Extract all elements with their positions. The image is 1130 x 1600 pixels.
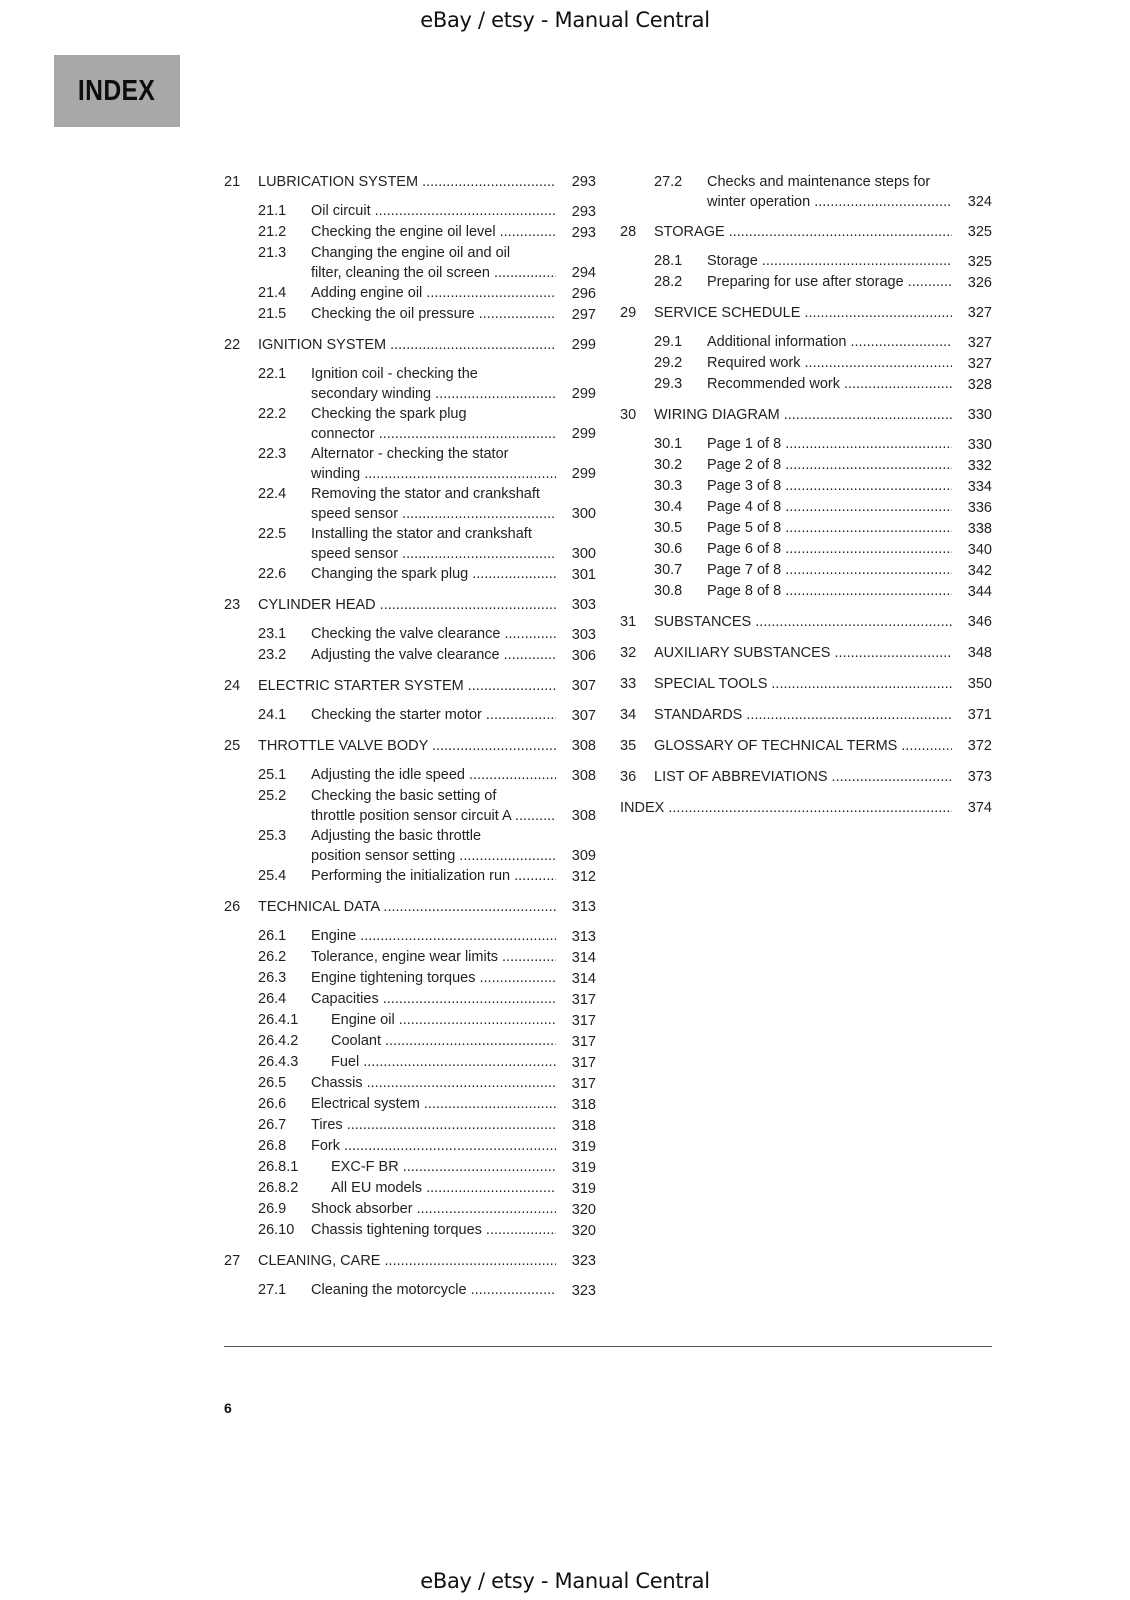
section-title: Page 2 of 8 ..... [707,455,952,475]
section-title: Checking the valve clearance ..... [311,624,556,644]
section-number: 22.2 [258,406,287,422]
page-ref: 319 [571,1139,596,1155]
page-ref: 317 [571,1076,596,1092]
page-ref: 330 [967,407,992,423]
chapter-number: 32 [620,645,637,661]
page-ref: 314 [571,950,596,966]
section-title: Oil circuit ..... [311,201,556,221]
section-number: 27.2 [654,174,683,190]
page-ref: 330 [967,437,992,453]
section-title: Additional information ..... [707,332,952,352]
toc-section-entry[interactable] [224,926,596,947]
toc-chapter-entry[interactable] [224,736,596,757]
page-ref: 346 [967,614,992,630]
section-number: 26.10 [258,1222,295,1238]
toc-section-entry[interactable] [224,484,596,524]
toc-section-entry[interactable] [620,476,992,497]
section-title-line1: Removing the stator and crankshaft [311,486,540,502]
section-title: Page 3 of 8 ..... [707,476,952,496]
section-number: 22.5 [258,526,287,542]
section-number: 22.6 [258,566,287,582]
chapter-title: GLOSSARY OF TECHNICAL TERMS ..... [654,736,952,757]
page-ref: 293 [571,174,596,190]
chapter-number: 22 [224,337,241,353]
header-watermark: eBay / etsy - Manual Central [420,8,710,32]
chapter-number: 23 [224,597,241,613]
section-number: 26.7 [258,1117,287,1133]
toc-chapter-entry[interactable] [224,335,596,356]
page-ref: 301 [571,567,596,583]
toc-chapter-entry[interactable] [620,222,992,243]
section-number: 26.8 [258,1138,287,1154]
page-ref: 344 [967,584,992,600]
section-title: Capacities ..... [311,989,556,1009]
section-title: Storage ..... [707,251,952,271]
chapter-number: 21 [224,174,241,190]
section-title-line1: Alternator - checking the stator [311,446,509,462]
page-ref: 324 [967,194,992,210]
chapter-title: STORAGE ..... [654,222,952,243]
chapter-title: LIST OF ABBREVIATIONS ..... [654,767,952,788]
chapter-title: CYLINDER HEAD ..... [258,595,556,616]
toc-chapter-entry[interactable] [224,172,596,193]
section-number: 21.5 [258,306,287,322]
page-ref: 308 [571,768,596,784]
section-number: 21.1 [258,203,287,219]
section-title: Engine tightening torques ..... [311,968,556,988]
page-ref: 340 [967,542,992,558]
toc-section-entry[interactable] [620,497,992,518]
section-title: Coolant ..... [331,1031,556,1051]
section-title: EXC-F BR ..... [331,1157,556,1177]
toc-section-entry[interactable] [620,353,992,374]
page-ref: 303 [571,627,596,643]
chapter-title: TECHNICAL DATA ..... [258,897,556,918]
section-number: 26.2 [258,949,287,965]
page-ref: 312 [571,869,596,885]
section-number: 27.1 [258,1282,287,1298]
section-title: winter operation ..... [707,192,952,212]
page-number: 6 [224,1400,232,1416]
section-number: 25.4 [258,868,287,884]
section-number: 26.4.1 [258,1012,299,1028]
chapter-number: 26 [224,899,241,915]
page-ref: 326 [967,275,992,291]
toc-chapter-entry[interactable] [620,674,992,695]
section-number: 30.2 [654,457,683,473]
toc-section-entry[interactable] [620,272,992,293]
footer-watermark: eBay / etsy - Manual Central [420,1569,710,1593]
section-number: 26.1 [258,928,287,944]
page-ref: 299 [571,386,596,402]
page-ref: 313 [571,899,596,915]
page-ref: 296 [571,286,596,302]
page-ref: 327 [967,356,992,372]
section-title: Checking the starter motor ..... [311,705,556,725]
toc-section-entry[interactable] [224,1136,596,1157]
section-title: Fuel ..... [331,1052,556,1072]
toc-section-entry[interactable] [224,645,596,666]
toc-section-entry[interactable] [224,444,596,484]
toc-section-entry[interactable] [224,765,596,786]
section-number: 25.2 [258,788,287,804]
section-number: 23.2 [258,647,287,663]
section-number: 29.3 [654,376,683,392]
chapter-title: CLEANING, CARE ..... [258,1251,556,1272]
section-number: 26.8.2 [258,1180,299,1196]
section-title: Adding engine oil ..... [311,283,556,303]
chapter-title: WIRING DIAGRAM ..... [654,405,952,426]
chapter-title: THROTTLE VALVE BODY ..... [258,736,556,757]
chapter-title: STANDARDS ..... [654,705,952,726]
toc-section-entry[interactable] [620,434,992,455]
page-ref: 372 [967,738,992,754]
toc-section-entry[interactable] [224,222,596,243]
section-number: 26.4 [258,991,287,1007]
page-ref: 318 [571,1097,596,1113]
toc-section-entry[interactable] [224,705,596,726]
section-tab-label: INDEX [78,74,156,107]
page-ref: 293 [571,225,596,241]
section-title: Adjusting the valve clearance ..... [311,645,556,665]
section-number: 23.1 [258,626,287,642]
section-title: Shock absorber ..... [311,1199,556,1219]
toc-section-entry[interactable] [620,172,992,212]
toc-section-entry[interactable] [224,1280,596,1301]
chapter-number: 33 [620,676,637,692]
page-ref: 293 [571,204,596,220]
toc-section-entry[interactable] [224,1031,596,1052]
section-title: Chassis tightening torques ..... [311,1220,556,1240]
toc-chapter-entry[interactable] [620,736,992,757]
chapter-number: 24 [224,678,241,694]
page-ref: 294 [571,265,596,281]
section-title-line1: Checking the spark plug [311,406,467,422]
toc-chapter-entry[interactable] [620,643,992,664]
section-number: 29.1 [654,334,683,350]
page-ref: 320 [571,1223,596,1239]
section-title: Page 8 of 8 ..... [707,581,952,601]
toc-chapter-entry[interactable] [620,303,992,324]
chapter-title: IGNITION SYSTEM ..... [258,335,556,356]
section-title: Checking the engine oil level ..... [311,222,556,242]
toc-section-entry[interactable] [620,518,992,539]
page-ref: 303 [571,597,596,613]
page-ref: 342 [967,563,992,579]
toc-section-entry[interactable] [224,968,596,989]
page-ref: 336 [967,500,992,516]
page-ref: 309 [571,848,596,864]
toc-section-entry[interactable] [620,374,992,395]
section-number: 25.3 [258,828,287,844]
page-ref: 338 [967,521,992,537]
toc-section-entry[interactable] [224,1094,596,1115]
chapter-number: 29 [620,305,637,321]
toc-section-entry[interactable] [224,826,596,866]
section-number: 28.2 [654,274,683,290]
page-ref: 317 [571,992,596,1008]
section-number: 22.3 [258,446,287,462]
page-ref: 317 [571,1013,596,1029]
section-number: 26.4.3 [258,1054,299,1070]
section-number: 28.1 [654,253,683,269]
section-title: Preparing for use after storage ..... [707,272,952,292]
chapter-number: 28 [620,224,637,240]
chapter-title: LUBRICATION SYSTEM ..... [258,172,556,193]
page-ref: 317 [571,1055,596,1071]
section-title: Page 7 of 8 ..... [707,560,952,580]
page-ref: 334 [967,479,992,495]
toc-section-entry[interactable] [224,1010,596,1031]
page-ref: 314 [571,971,596,987]
section-title: Page 6 of 8 ..... [707,539,952,559]
chapter-number: 25 [224,738,241,754]
page-ref: 373 [967,769,992,785]
page-ref: 374 [967,800,992,816]
section-title: winding ..... [311,464,556,484]
page-ref: 325 [967,224,992,240]
section-title: Performing the initialization run ..... [311,866,556,886]
page-ref: 371 [967,707,992,723]
section-title: Cleaning the motorcycle ..... [311,1280,556,1300]
section-number: 26.4.2 [258,1033,299,1049]
page-ref: 323 [571,1253,596,1269]
section-title: speed sensor ..... [311,504,556,524]
chapter-title: ELECTRIC STARTER SYSTEM ..... [258,676,556,697]
page-ref: 299 [571,426,596,442]
chapter-title: SUBSTANCES ..... [654,612,952,633]
page-ref: 319 [571,1181,596,1197]
chapter-number: 34 [620,707,637,723]
section-title-line1: Adjusting the basic throttle [311,828,482,844]
page-ref: 348 [967,645,992,661]
section-title-line1: Changing the engine oil and oil [311,245,511,261]
section-title-line1: Checking the basic setting of [311,788,497,804]
page-ref: 297 [571,307,596,323]
section-number: 26.8.1 [258,1159,299,1175]
section-title: speed sensor ..... [311,544,556,564]
toc-section-entry[interactable] [224,243,596,283]
section-title-line1: Ignition coil - checking the [311,366,478,382]
section-title: Tolerance, engine wear limits ..... [311,947,556,967]
page-ref: 308 [571,808,596,824]
page-ref: 319 [571,1160,596,1176]
section-number: 22.4 [258,486,287,502]
page-ref: 300 [571,506,596,522]
toc-section-entry[interactable] [224,283,596,304]
page-ref: 313 [571,929,596,945]
toc-chapter-entry[interactable] [620,612,992,633]
section-title: Changing the spark plug ..... [311,564,556,584]
section-title: connector ..... [311,424,556,444]
toc-section-entry[interactable] [224,364,596,404]
toc-chapter-entry[interactable] [224,897,596,918]
chapter-number: 27 [224,1253,241,1269]
section-number: 26.9 [258,1201,287,1217]
section-title: Tires ..... [311,1115,556,1135]
section-title-line1: Checks and maintenance steps for [707,174,931,190]
toc-section-entry[interactable] [224,304,596,325]
toc-section-entry[interactable] [620,539,992,560]
section-number: 30.1 [654,436,683,452]
section-number: 21.3 [258,245,287,261]
toc-chapter-entry[interactable] [620,705,992,726]
toc-section-entry[interactable] [224,201,596,222]
toc-section-entry[interactable] [224,404,596,444]
section-title: Electrical system ..... [311,1094,556,1114]
section-title: secondary winding ..... [311,384,556,404]
section-number: 30.6 [654,541,683,557]
section-title: Checking the oil pressure ..... [311,304,556,324]
section-title: filter, cleaning the oil screen ..... [311,263,556,283]
section-number: 21.4 [258,285,287,301]
toc-section-entry[interactable] [224,564,596,585]
toc-chapter-entry[interactable] [224,1251,596,1272]
section-number: 24.1 [258,707,287,723]
page-ref: 317 [571,1034,596,1050]
section-number: 29.2 [654,355,683,371]
section-title: Chassis ..... [311,1073,556,1093]
section-title: Required work ..... [707,353,952,373]
page-ref: 328 [967,377,992,393]
section-number: 30.5 [654,520,683,536]
section-number: 26.6 [258,1096,287,1112]
toc-section-entry[interactable] [224,786,596,826]
toc-chapter-entry[interactable] [620,798,992,819]
toc-chapter-entry[interactable] [620,405,992,426]
toc-chapter-entry[interactable] [224,676,596,697]
page-ref: 327 [967,305,992,321]
toc-section-entry[interactable] [224,947,596,968]
chapter-number: 35 [620,738,637,754]
section-title: throttle position sensor circuit A ..... [311,806,556,826]
page-ref: 306 [571,648,596,664]
toc-section-entry[interactable] [224,1157,596,1178]
toc-section-entry[interactable] [224,1052,596,1073]
page-ref: 308 [571,738,596,754]
toc-section-entry[interactable] [224,866,596,887]
page-ref: 325 [967,254,992,270]
toc-section-entry[interactable] [224,1073,596,1094]
toc-section-entry[interactable] [620,560,992,581]
page-ref: 320 [571,1202,596,1218]
section-title: Fork ..... [311,1136,556,1156]
toc-section-entry[interactable] [620,581,992,602]
chapter-title: SERVICE SCHEDULE ..... [654,303,952,324]
section-number: 30.3 [654,478,683,494]
chapter-number: 36 [620,769,637,785]
toc-section-entry[interactable] [224,1220,596,1241]
section-title: Page 4 of 8 ..... [707,497,952,517]
section-number: 26.5 [258,1075,287,1091]
section-title: Engine oil ..... [331,1010,556,1030]
section-number: 21.2 [258,224,287,240]
toc-section-entry[interactable] [224,524,596,564]
toc-section-entry[interactable] [224,624,596,645]
section-title: Recommended work ..... [707,374,952,394]
page-ref: 332 [967,458,992,474]
section-title-line1: Installing the stator and crankshaft [311,526,532,542]
section-number: 25.1 [258,767,287,783]
section-title: Engine ..... [311,926,556,946]
page-ref: 307 [571,708,596,724]
toc-section-entry[interactable] [224,1115,596,1136]
chapter-number: 30 [620,407,637,423]
toc-section-entry[interactable] [620,455,992,476]
page-ref: 300 [571,546,596,562]
page-ref: 318 [571,1118,596,1134]
page-ref: 299 [571,466,596,482]
toc-right-column [620,172,992,827]
page-ref: 307 [571,678,596,694]
toc-section-entry[interactable] [620,332,992,353]
section-number: 30.4 [654,499,683,515]
chapter-title: SPECIAL TOOLS ..... [654,674,952,695]
toc-left-column [224,172,596,1301]
page-ref: 350 [967,676,992,692]
section-tab-index [54,55,180,127]
toc-section-entry[interactable] [224,989,596,1010]
toc-section-entry[interactable] [620,251,992,272]
section-title: Page 1 of 8 ..... [707,434,952,454]
chapter-title: AUXILIARY SUBSTANCES ..... [654,643,952,664]
section-number: 22.1 [258,366,287,382]
section-title: Adjusting the idle speed ..... [311,765,556,785]
chapter-title: INDEX ..... [620,798,952,819]
page-ref: 327 [967,335,992,351]
section-title: position sensor setting ..... [311,846,556,866]
page-ref: 299 [571,337,596,353]
page-ref: 323 [571,1283,596,1299]
section-number: 30.7 [654,562,683,578]
toc-section-entry[interactable] [224,1199,596,1220]
section-title: Page 5 of 8 ..... [707,518,952,538]
toc-section-entry[interactable] [224,1178,596,1199]
footer-divider [224,1346,992,1347]
chapter-number: 31 [620,614,637,630]
toc-chapter-entry[interactable] [620,767,992,788]
section-number: 26.3 [258,970,287,986]
section-title: All EU models ..... [331,1178,556,1198]
toc-chapter-entry[interactable] [224,595,596,616]
section-number: 30.8 [654,583,683,599]
